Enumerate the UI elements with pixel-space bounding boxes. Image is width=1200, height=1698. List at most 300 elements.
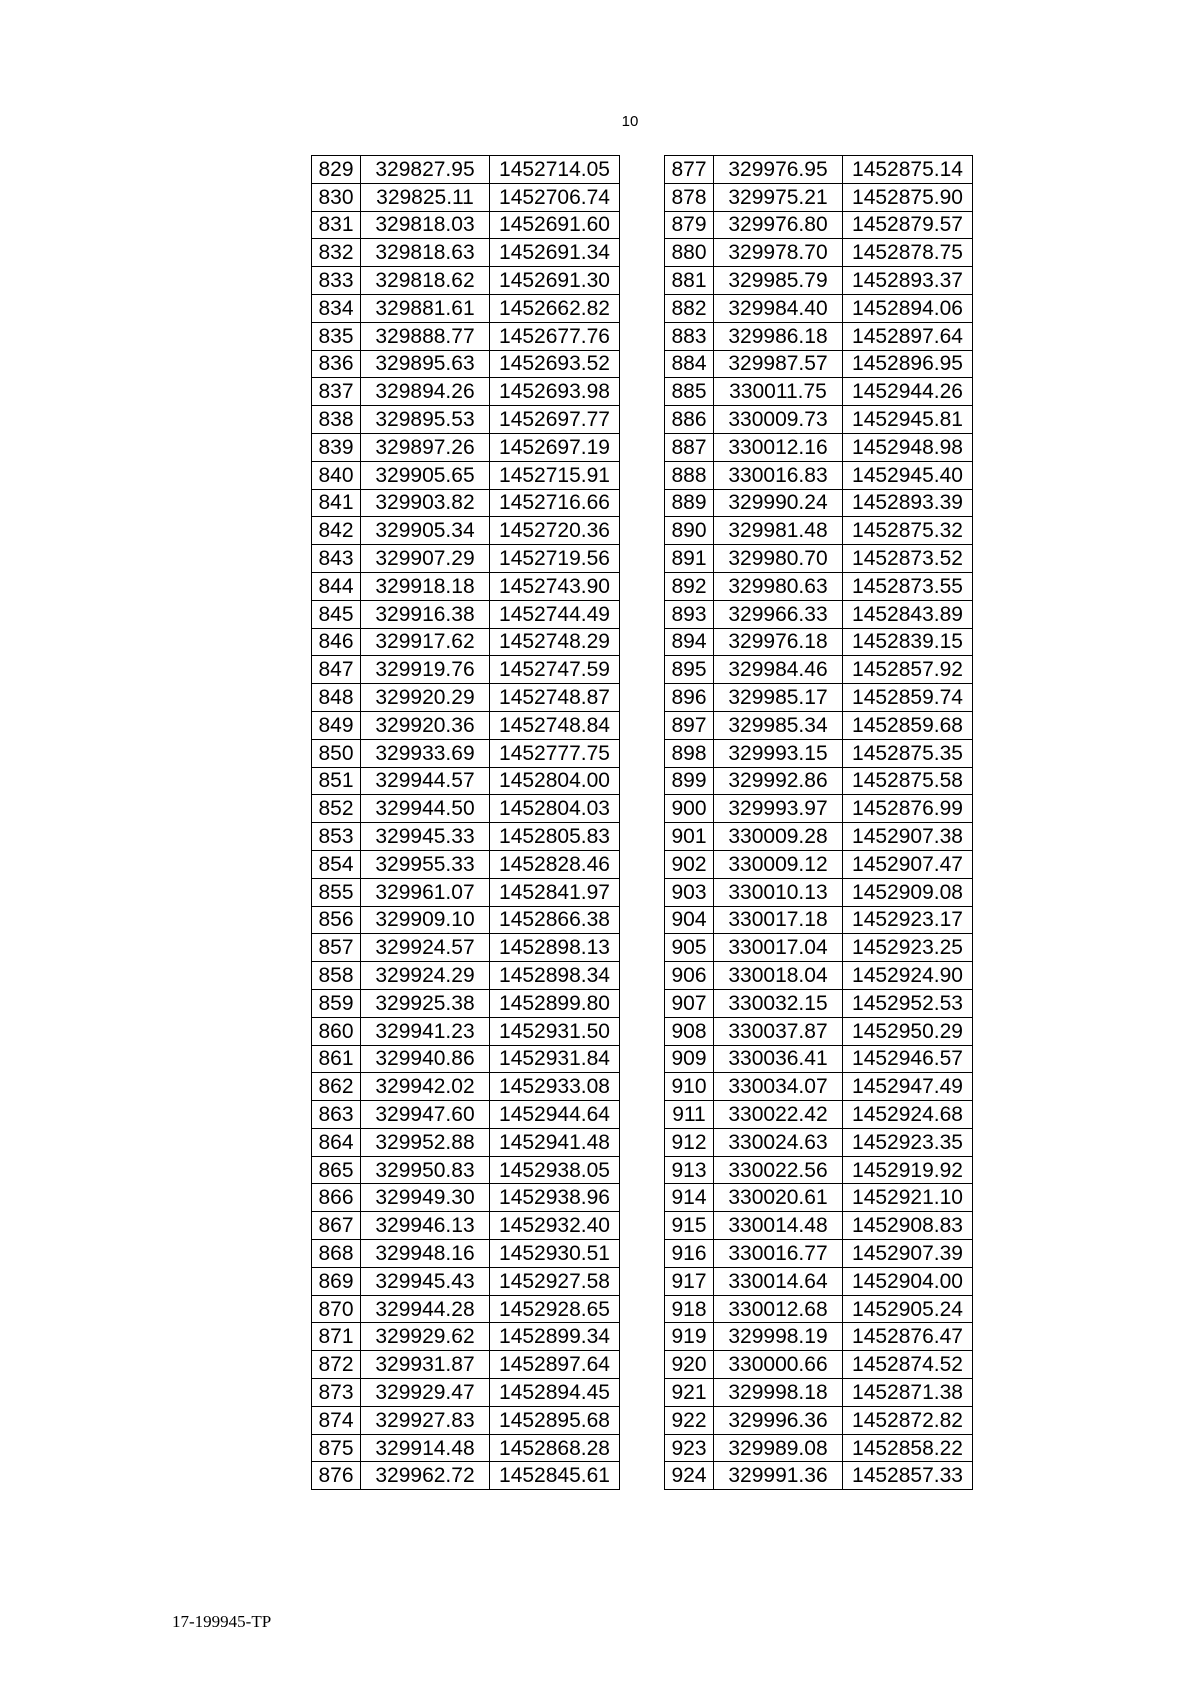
- y-coordinate-cell: 1452944.64: [490, 1101, 620, 1129]
- x-coordinate-cell: 329924.57: [361, 934, 490, 962]
- x-coordinate-cell: 329894.26: [361, 378, 490, 406]
- x-coordinate-cell: 329881.61: [361, 294, 490, 322]
- table-row: [312, 878, 620, 906]
- document-code: 17-199945-TP: [172, 1612, 272, 1631]
- x-coordinate-cell: 329944.50: [361, 795, 490, 823]
- y-coordinate-cell: 1452932.40: [490, 1212, 620, 1240]
- x-coordinate-cell: 330037.87: [714, 1017, 843, 1045]
- x-coordinate-cell: 330009.12: [714, 850, 843, 878]
- x-coordinate-cell: 329947.60: [361, 1101, 490, 1129]
- x-coordinate-cell: 329989.08: [714, 1434, 843, 1462]
- table-row: [665, 1406, 973, 1434]
- x-coordinate-cell: 330009.28: [714, 823, 843, 851]
- x-coordinate-cell: 329985.17: [714, 684, 843, 712]
- y-coordinate-cell: 1452875.14: [843, 156, 973, 184]
- x-coordinate-cell: 329818.62: [361, 267, 490, 295]
- table-row: [312, 350, 620, 378]
- y-coordinate-cell: 1452859.68: [843, 711, 973, 739]
- y-coordinate-cell: 1452804.03: [490, 795, 620, 823]
- table-row: [312, 1156, 620, 1184]
- coordinate-table-left: [311, 155, 620, 1490]
- table-row: [312, 767, 620, 795]
- y-coordinate-cell: 1452748.87: [490, 684, 620, 712]
- x-coordinate-cell: 330032.15: [714, 989, 843, 1017]
- point-number-cell: 856: [312, 906, 361, 934]
- point-number-cell: 897: [665, 711, 714, 739]
- table-row: [312, 156, 620, 184]
- y-coordinate-cell: 1452714.05: [490, 156, 620, 184]
- table-row: [312, 628, 620, 656]
- x-coordinate-cell: 329944.28: [361, 1295, 490, 1323]
- x-coordinate-cell: 330024.63: [714, 1128, 843, 1156]
- point-number-cell: 868: [312, 1240, 361, 1268]
- table-row: [665, 489, 973, 517]
- y-coordinate-cell: 1452921.10: [843, 1184, 973, 1212]
- point-number-cell: 910: [665, 1073, 714, 1101]
- point-number-cell: 835: [312, 322, 361, 350]
- table-row: [665, 1045, 973, 1073]
- x-coordinate-cell: 329980.70: [714, 545, 843, 573]
- y-coordinate-cell: 1452872.82: [843, 1406, 973, 1434]
- x-coordinate-cell: 329984.46: [714, 656, 843, 684]
- table-row: [665, 461, 973, 489]
- y-coordinate-cell: 1452952.53: [843, 989, 973, 1017]
- point-number-cell: 899: [665, 767, 714, 795]
- y-coordinate-cell: 1452748.29: [490, 628, 620, 656]
- table-row: [312, 378, 620, 406]
- point-number-cell: 861: [312, 1045, 361, 1073]
- point-number-cell: 898: [665, 739, 714, 767]
- point-number-cell: 875: [312, 1434, 361, 1462]
- point-number-cell: 853: [312, 823, 361, 851]
- x-coordinate-cell: 330017.18: [714, 906, 843, 934]
- point-number-cell: 840: [312, 461, 361, 489]
- y-coordinate-cell: 1452938.05: [490, 1156, 620, 1184]
- point-number-cell: 841: [312, 489, 361, 517]
- table-row: [665, 1128, 973, 1156]
- table-row: [665, 406, 973, 434]
- x-coordinate-cell: 330000.66: [714, 1351, 843, 1379]
- point-number-cell: 917: [665, 1267, 714, 1295]
- x-coordinate-cell: 329927.83: [361, 1406, 490, 1434]
- table-row: [665, 684, 973, 712]
- x-coordinate-cell: 330014.64: [714, 1267, 843, 1295]
- y-coordinate-cell: 1452839.15: [843, 628, 973, 656]
- y-coordinate-cell: 1452744.49: [490, 600, 620, 628]
- y-coordinate-cell: 1452876.99: [843, 795, 973, 823]
- y-coordinate-cell: 1452715.91: [490, 461, 620, 489]
- y-coordinate-cell: 1452875.32: [843, 517, 973, 545]
- x-coordinate-cell: 329944.57: [361, 767, 490, 795]
- y-coordinate-cell: 1452907.38: [843, 823, 973, 851]
- table-row: [312, 684, 620, 712]
- y-coordinate-cell: 1452743.90: [490, 572, 620, 600]
- table-row: [665, 322, 973, 350]
- point-number-cell: 878: [665, 183, 714, 211]
- y-coordinate-cell: 1452919.92: [843, 1156, 973, 1184]
- y-coordinate-cell: 1452904.00: [843, 1267, 973, 1295]
- point-number-cell: 916: [665, 1240, 714, 1268]
- y-coordinate-cell: 1452941.48: [490, 1128, 620, 1156]
- point-number-cell: 834: [312, 294, 361, 322]
- point-number-cell: 873: [312, 1379, 361, 1407]
- y-coordinate-cell: 1452747.59: [490, 656, 620, 684]
- x-coordinate-cell: 329827.95: [361, 156, 490, 184]
- x-coordinate-cell: 330016.77: [714, 1240, 843, 1268]
- y-coordinate-cell: 1452928.65: [490, 1295, 620, 1323]
- point-number-cell: 857: [312, 934, 361, 962]
- y-coordinate-cell: 1452945.81: [843, 406, 973, 434]
- table-row: [312, 545, 620, 573]
- x-coordinate-cell: 329987.57: [714, 350, 843, 378]
- table-row: [665, 1156, 973, 1184]
- point-number-cell: 858: [312, 962, 361, 990]
- point-number-cell: 923: [665, 1434, 714, 1462]
- table-row: [312, 1128, 620, 1156]
- x-coordinate-cell: 330020.61: [714, 1184, 843, 1212]
- y-coordinate-cell: 1452899.34: [490, 1323, 620, 1351]
- table-row: [665, 1240, 973, 1268]
- x-coordinate-cell: 329976.95: [714, 156, 843, 184]
- point-number-cell: 922: [665, 1406, 714, 1434]
- x-coordinate-cell: 329905.65: [361, 461, 490, 489]
- point-number-cell: 863: [312, 1101, 361, 1129]
- point-number-cell: 865: [312, 1156, 361, 1184]
- point-number-cell: 883: [665, 322, 714, 350]
- point-number-cell: 877: [665, 156, 714, 184]
- y-coordinate-cell: 1452875.58: [843, 767, 973, 795]
- x-coordinate-cell: 329985.79: [714, 267, 843, 295]
- point-number-cell: 907: [665, 989, 714, 1017]
- table-row: [665, 962, 973, 990]
- table-row: [312, 906, 620, 934]
- point-number-cell: 914: [665, 1184, 714, 1212]
- table-row: [312, 656, 620, 684]
- y-coordinate-cell: 1452828.46: [490, 850, 620, 878]
- table-row: [312, 1240, 620, 1268]
- y-coordinate-cell: 1452875.90: [843, 183, 973, 211]
- point-number-cell: 833: [312, 267, 361, 295]
- table-row: [665, 350, 973, 378]
- y-coordinate-cell: 1452930.51: [490, 1240, 620, 1268]
- x-coordinate-cell: 329925.38: [361, 989, 490, 1017]
- y-coordinate-cell: 1452893.37: [843, 267, 973, 295]
- table-row: [665, 1295, 973, 1323]
- x-coordinate-cell: 330012.16: [714, 433, 843, 461]
- point-number-cell: 889: [665, 489, 714, 517]
- coordinate-table-right-body: [665, 156, 973, 1490]
- table-row: [665, 183, 973, 211]
- point-number-cell: 850: [312, 739, 361, 767]
- table-row: [665, 517, 973, 545]
- x-coordinate-cell: 330036.41: [714, 1045, 843, 1073]
- table-row: [665, 1379, 973, 1407]
- x-coordinate-cell: 329978.70: [714, 239, 843, 267]
- table-row: [665, 989, 973, 1017]
- y-coordinate-cell: 1452805.83: [490, 823, 620, 851]
- y-coordinate-cell: 1452662.82: [490, 294, 620, 322]
- table-row: [665, 600, 973, 628]
- point-number-cell: 864: [312, 1128, 361, 1156]
- y-coordinate-cell: 1452946.57: [843, 1045, 973, 1073]
- y-coordinate-cell: 1452693.98: [490, 378, 620, 406]
- x-coordinate-cell: 329996.36: [714, 1406, 843, 1434]
- y-coordinate-cell: 1452691.34: [490, 239, 620, 267]
- y-coordinate-cell: 1452923.35: [843, 1128, 973, 1156]
- x-coordinate-cell: 329975.21: [714, 183, 843, 211]
- y-coordinate-cell: 1452720.36: [490, 517, 620, 545]
- x-coordinate-cell: 329920.36: [361, 711, 490, 739]
- x-coordinate-cell: 329920.29: [361, 684, 490, 712]
- y-coordinate-cell: 1452907.47: [843, 850, 973, 878]
- x-coordinate-cell: 329941.23: [361, 1017, 490, 1045]
- table-row: [665, 211, 973, 239]
- table-row: [312, 711, 620, 739]
- x-coordinate-cell: 329980.63: [714, 572, 843, 600]
- point-number-cell: 887: [665, 433, 714, 461]
- x-coordinate-cell: 329986.18: [714, 322, 843, 350]
- table-row: [665, 1101, 973, 1129]
- x-coordinate-cell: 329961.07: [361, 878, 490, 906]
- y-coordinate-cell: 1452873.55: [843, 572, 973, 600]
- y-coordinate-cell: 1452944.26: [843, 378, 973, 406]
- y-coordinate-cell: 1452950.29: [843, 1017, 973, 1045]
- y-coordinate-cell: 1452933.08: [490, 1073, 620, 1101]
- point-number-cell: 860: [312, 1017, 361, 1045]
- y-coordinate-cell: 1452706.74: [490, 183, 620, 211]
- point-number-cell: 849: [312, 711, 361, 739]
- y-coordinate-cell: 1452866.38: [490, 906, 620, 934]
- point-number-cell: 842: [312, 517, 361, 545]
- point-number-cell: 880: [665, 239, 714, 267]
- y-coordinate-cell: 1452845.61: [490, 1462, 620, 1490]
- point-number-cell: 837: [312, 378, 361, 406]
- table-row: [312, 267, 620, 295]
- x-coordinate-cell: 329949.30: [361, 1184, 490, 1212]
- point-number-cell: 844: [312, 572, 361, 600]
- point-number-cell: 838: [312, 406, 361, 434]
- point-number-cell: 896: [665, 684, 714, 712]
- point-number-cell: 919: [665, 1323, 714, 1351]
- x-coordinate-cell: 329952.88: [361, 1128, 490, 1156]
- y-coordinate-cell: 1452924.90: [843, 962, 973, 990]
- point-number-cell: 845: [312, 600, 361, 628]
- point-number-cell: 876: [312, 1462, 361, 1490]
- x-coordinate-cell: 330017.04: [714, 934, 843, 962]
- point-number-cell: 839: [312, 433, 361, 461]
- y-coordinate-cell: 1452905.24: [843, 1295, 973, 1323]
- point-number-cell: 884: [665, 350, 714, 378]
- x-coordinate-cell: 329916.38: [361, 600, 490, 628]
- x-coordinate-cell: 330010.13: [714, 878, 843, 906]
- table-row: [665, 239, 973, 267]
- point-number-cell: 890: [665, 517, 714, 545]
- point-number-cell: 913: [665, 1156, 714, 1184]
- y-coordinate-cell: 1452879.57: [843, 211, 973, 239]
- x-coordinate-cell: 329929.47: [361, 1379, 490, 1407]
- table-row: [665, 1073, 973, 1101]
- table-row: [312, 294, 620, 322]
- point-number-cell: 912: [665, 1128, 714, 1156]
- table-row: [312, 934, 620, 962]
- table-row: [312, 406, 620, 434]
- table-row: [312, 1184, 620, 1212]
- point-number-cell: 918: [665, 1295, 714, 1323]
- table-row: [665, 1434, 973, 1462]
- table-row: [312, 183, 620, 211]
- x-coordinate-cell: 329888.77: [361, 322, 490, 350]
- point-number-cell: 921: [665, 1379, 714, 1407]
- x-coordinate-cell: 329992.86: [714, 767, 843, 795]
- y-coordinate-cell: 1452857.92: [843, 656, 973, 684]
- x-coordinate-cell: 330018.04: [714, 962, 843, 990]
- x-coordinate-cell: 329950.83: [361, 1156, 490, 1184]
- y-coordinate-cell: 1452748.84: [490, 711, 620, 739]
- point-number-cell: 881: [665, 267, 714, 295]
- table-row: [665, 795, 973, 823]
- y-coordinate-cell: 1452841.97: [490, 878, 620, 906]
- y-coordinate-cell: 1452907.39: [843, 1240, 973, 1268]
- table-row: [312, 795, 620, 823]
- table-row: [665, 656, 973, 684]
- y-coordinate-cell: 1452716.66: [490, 489, 620, 517]
- point-number-cell: 892: [665, 572, 714, 600]
- x-coordinate-cell: 329991.36: [714, 1462, 843, 1490]
- y-coordinate-cell: 1452697.77: [490, 406, 620, 434]
- table-row: [312, 1073, 620, 1101]
- y-coordinate-cell: 1452897.64: [843, 322, 973, 350]
- y-coordinate-cell: 1452894.45: [490, 1379, 620, 1407]
- table-row: [665, 934, 973, 962]
- y-coordinate-cell: 1452875.35: [843, 739, 973, 767]
- table-row: [665, 156, 973, 184]
- point-number-cell: 924: [665, 1462, 714, 1490]
- table-row: [312, 1267, 620, 1295]
- y-coordinate-cell: 1452873.52: [843, 545, 973, 573]
- point-number-cell: 915: [665, 1212, 714, 1240]
- table-row: [312, 1017, 620, 1045]
- y-coordinate-cell: 1452857.33: [843, 1462, 973, 1490]
- x-coordinate-cell: 329976.18: [714, 628, 843, 656]
- table-row: [665, 378, 973, 406]
- point-number-cell: 855: [312, 878, 361, 906]
- table-row: [312, 1101, 620, 1129]
- x-coordinate-cell: 330022.56: [714, 1156, 843, 1184]
- x-coordinate-cell: 329981.48: [714, 517, 843, 545]
- table-row: [665, 850, 973, 878]
- point-number-cell: 831: [312, 211, 361, 239]
- y-coordinate-cell: 1452719.56: [490, 545, 620, 573]
- x-coordinate-cell: 329924.29: [361, 962, 490, 990]
- table-row: [312, 572, 620, 600]
- x-coordinate-cell: 329903.82: [361, 489, 490, 517]
- point-number-cell: 852: [312, 795, 361, 823]
- point-number-cell: 902: [665, 850, 714, 878]
- table-row: [665, 1351, 973, 1379]
- x-coordinate-cell: 329998.18: [714, 1379, 843, 1407]
- x-coordinate-cell: 329897.26: [361, 433, 490, 461]
- y-coordinate-cell: 1452947.49: [843, 1073, 973, 1101]
- table-row: [312, 239, 620, 267]
- y-coordinate-cell: 1452874.52: [843, 1351, 973, 1379]
- point-number-cell: 862: [312, 1073, 361, 1101]
- point-number-cell: 891: [665, 545, 714, 573]
- y-coordinate-cell: 1452893.39: [843, 489, 973, 517]
- table-row: [312, 823, 620, 851]
- x-coordinate-cell: 329945.43: [361, 1267, 490, 1295]
- table-row: [665, 711, 973, 739]
- point-number-cell: 888: [665, 461, 714, 489]
- table-row: [312, 1406, 620, 1434]
- point-number-cell: 854: [312, 850, 361, 878]
- x-coordinate-cell: 330012.68: [714, 1295, 843, 1323]
- point-number-cell: 846: [312, 628, 361, 656]
- table-row: [312, 989, 620, 1017]
- table-row: [312, 739, 620, 767]
- table-row: [312, 600, 620, 628]
- point-number-cell: 872: [312, 1351, 361, 1379]
- point-number-cell: 847: [312, 656, 361, 684]
- y-coordinate-cell: 1452899.80: [490, 989, 620, 1017]
- y-coordinate-cell: 1452896.95: [843, 350, 973, 378]
- table-row: [665, 1462, 973, 1490]
- x-coordinate-cell: 329895.63: [361, 350, 490, 378]
- x-coordinate-cell: 329976.80: [714, 211, 843, 239]
- y-coordinate-cell: 1452923.17: [843, 906, 973, 934]
- point-number-cell: 848: [312, 684, 361, 712]
- table-row: [312, 461, 620, 489]
- table-row: [665, 767, 973, 795]
- y-coordinate-cell: 1452691.60: [490, 211, 620, 239]
- x-coordinate-cell: 329818.63: [361, 239, 490, 267]
- x-coordinate-cell: 330009.73: [714, 406, 843, 434]
- x-coordinate-cell: 329966.33: [714, 600, 843, 628]
- table-row: [665, 433, 973, 461]
- point-number-cell: 879: [665, 211, 714, 239]
- table-row: [312, 517, 620, 545]
- point-number-cell: 882: [665, 294, 714, 322]
- x-coordinate-cell: 329907.29: [361, 545, 490, 573]
- x-coordinate-cell: 329955.33: [361, 850, 490, 878]
- y-coordinate-cell: 1452931.84: [490, 1045, 620, 1073]
- x-coordinate-cell: 330014.48: [714, 1212, 843, 1240]
- point-number-cell: 867: [312, 1212, 361, 1240]
- table-row: [665, 545, 973, 573]
- coordinate-table-right: [664, 155, 973, 1490]
- x-coordinate-cell: 330016.83: [714, 461, 843, 489]
- point-number-cell: 829: [312, 156, 361, 184]
- point-number-cell: 900: [665, 795, 714, 823]
- table-row: [665, 906, 973, 934]
- table-row: [312, 1045, 620, 1073]
- x-coordinate-cell: 329909.10: [361, 906, 490, 934]
- x-coordinate-cell: 329993.15: [714, 739, 843, 767]
- point-number-cell: 866: [312, 1184, 361, 1212]
- x-coordinate-cell: 329998.19: [714, 1323, 843, 1351]
- x-coordinate-cell: 329962.72: [361, 1462, 490, 1490]
- point-number-cell: 869: [312, 1267, 361, 1295]
- point-number-cell: 885: [665, 378, 714, 406]
- x-coordinate-cell: 330011.75: [714, 378, 843, 406]
- table-row: [665, 1184, 973, 1212]
- table-row: [312, 322, 620, 350]
- point-number-cell: 836: [312, 350, 361, 378]
- x-coordinate-cell: 329940.86: [361, 1045, 490, 1073]
- y-coordinate-cell: 1452895.68: [490, 1406, 620, 1434]
- x-coordinate-cell: 329919.76: [361, 656, 490, 684]
- y-coordinate-cell: 1452693.52: [490, 350, 620, 378]
- y-coordinate-cell: 1452878.75: [843, 239, 973, 267]
